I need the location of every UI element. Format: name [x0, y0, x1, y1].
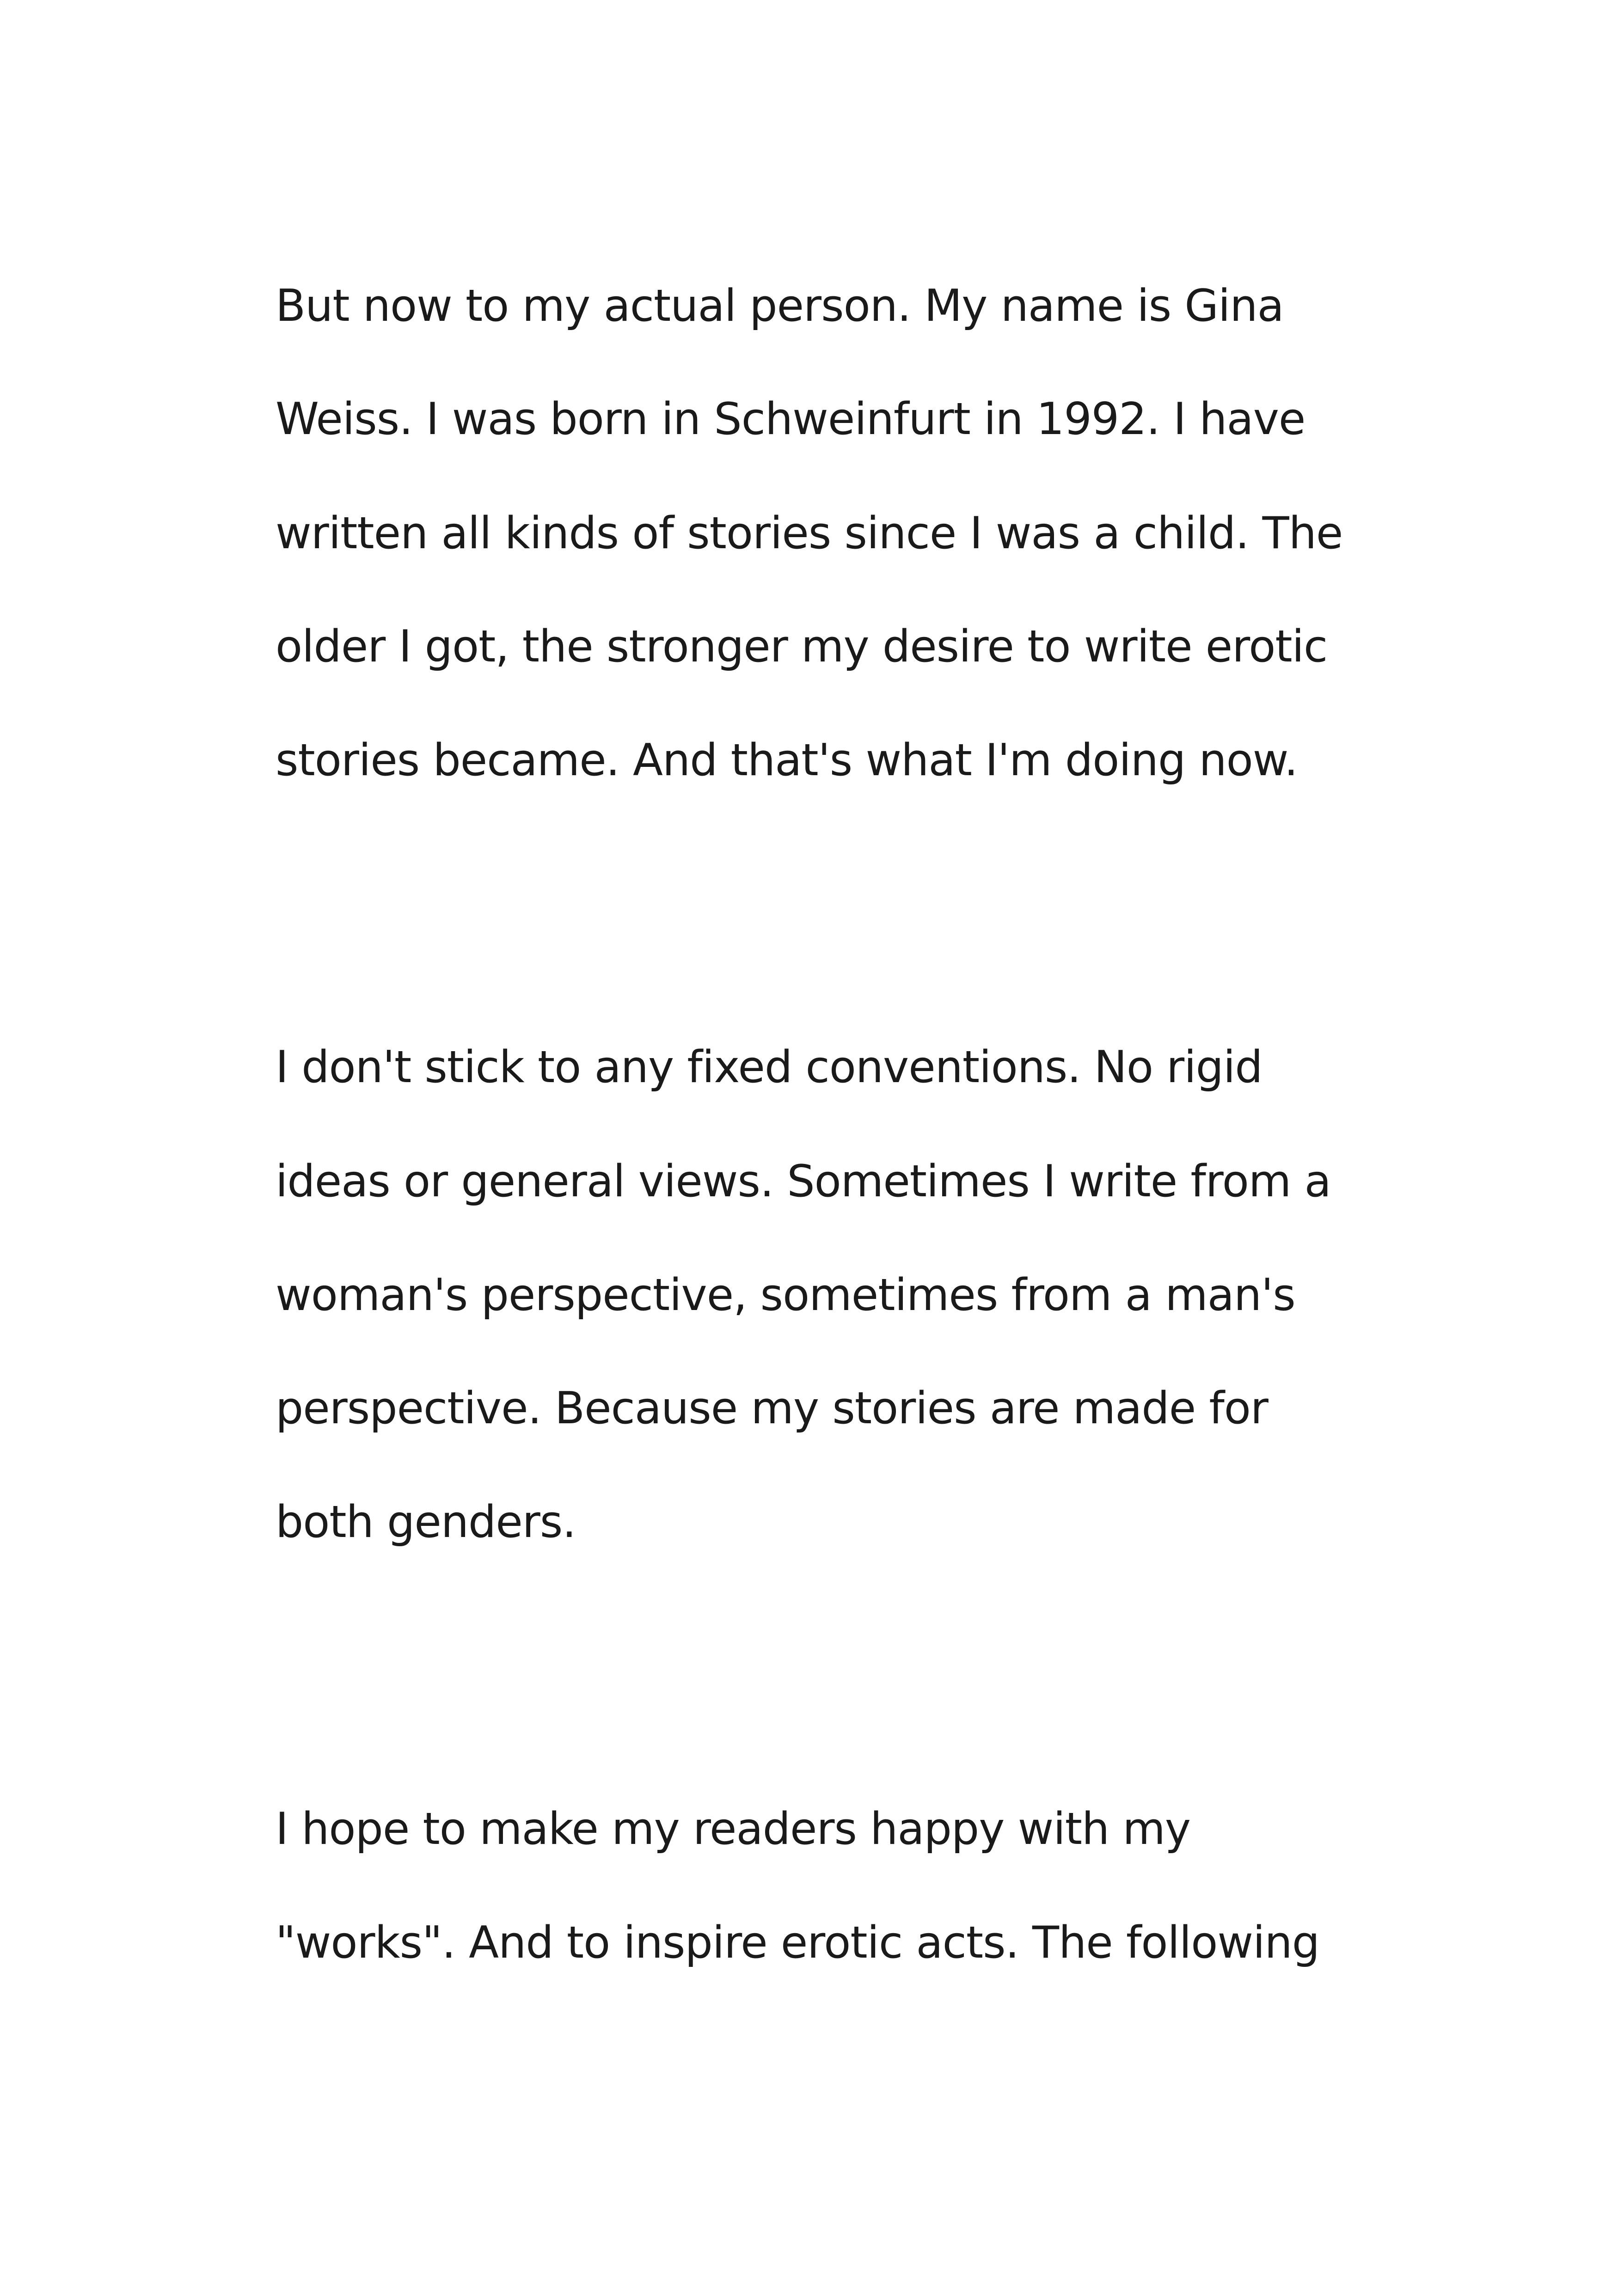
paragraph-line: I don't stick to any fixed conventions. No rigid: [276, 1042, 1263, 1093]
paragraph-line: woman's perspective, sometimes from a man's: [276, 1270, 1295, 1321]
paragraph-line: both genders.: [276, 1497, 576, 1548]
paragraph-line: ideas or general views. Sometimes I write from a: [276, 1156, 1331, 1207]
paragraph-line: But now to my actual person. My name is Gina: [276, 281, 1284, 331]
paragraph-line: I hope to make my readers happy with my: [276, 1804, 1191, 1855]
paragraph-line: older I got, the stronger my desire to write erotic: [276, 621, 1328, 672]
paragraph-line: "works". And to inspire erotic acts. The following: [276, 1917, 1320, 1968]
paragraph-line: written all kinds of stories since I was a child. The: [276, 508, 1343, 559]
paragraph-line: perspective. Because my stories are made for: [276, 1383, 1268, 1434]
paragraph-line: Weiss. I was born in Schweinfurt in 1992. I have: [276, 394, 1305, 445]
paragraph-line: stories became. And that's what I'm doing now.: [276, 735, 1298, 786]
